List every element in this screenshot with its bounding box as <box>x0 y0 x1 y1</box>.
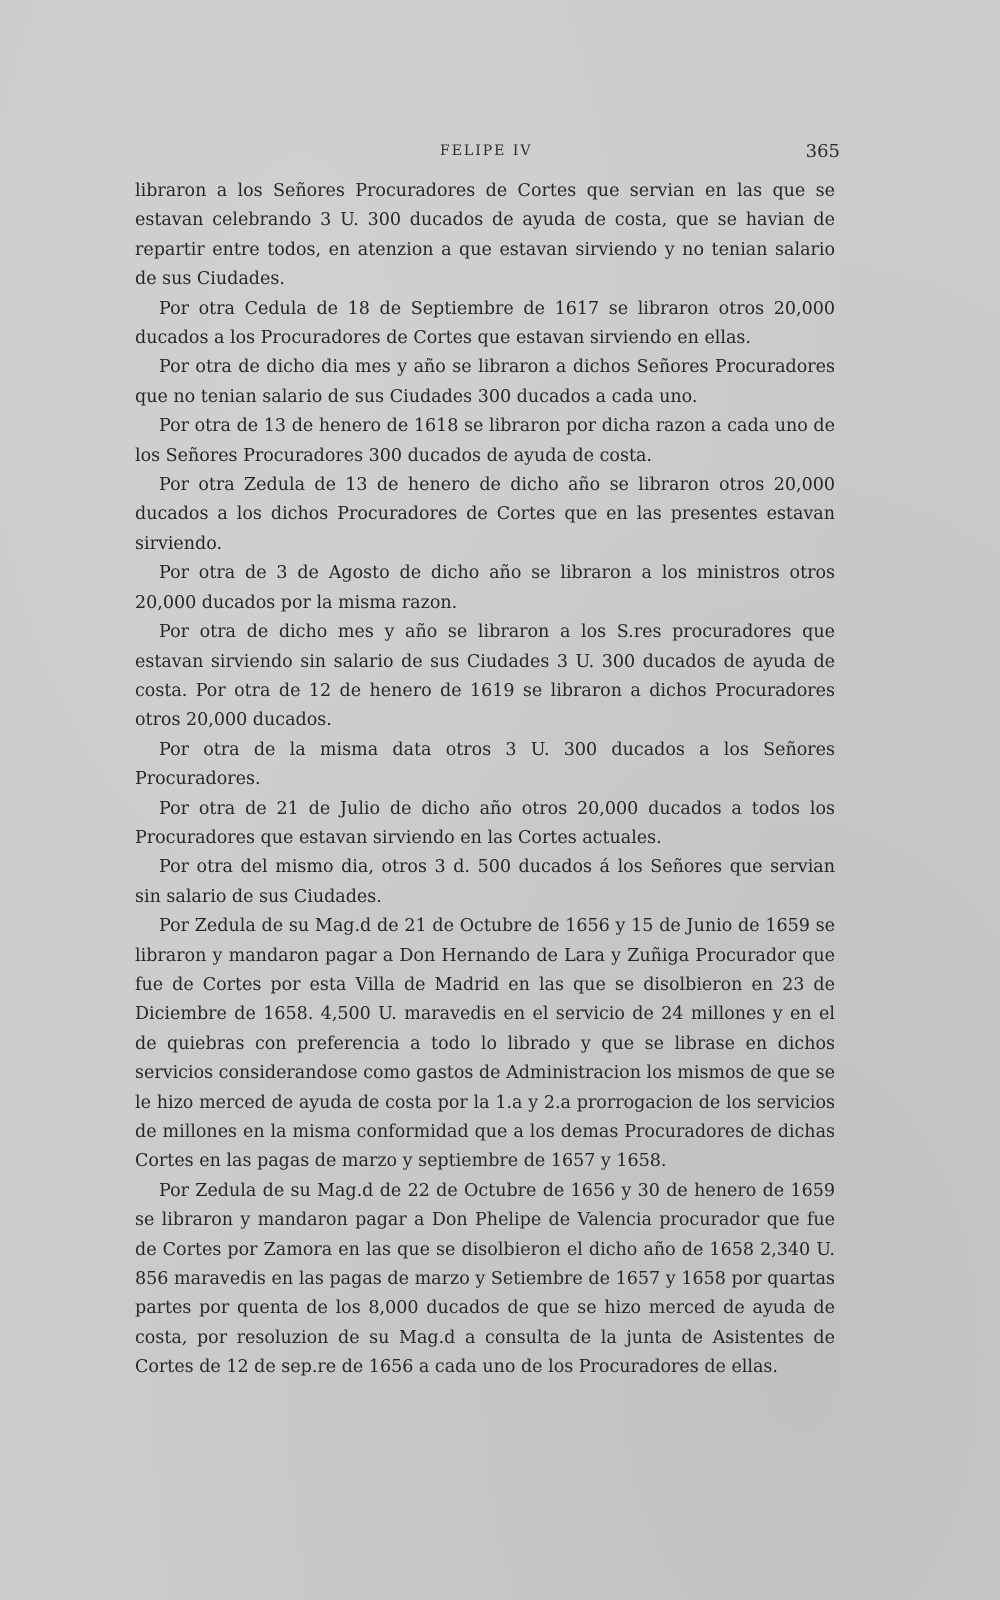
paragraph: Por otra de dicho mes y año se libraron a los S.res procuradores que estavan sirviendo sin salario de sus Ciudades 3 U. 300 ducados de ayuda de costa. Por otra de 12 de henero de 1619 se libraron a dichos Procuradores otros 20,000 ducados. <box>135 622 835 731</box>
paragraph: Por otra Zedula de 13 de henero de dicho año se libraron otros 20,000 ducados a los dichos Procuradores de Cortes que en las presentes estavan sirviendo. <box>135 475 835 554</box>
running-title: FELIPE IV <box>440 143 533 159</box>
paragraph: Por otra Cedula de 18 de Septiembre de 1617 se libraron otros 20,000 ducados a los Procuradores de Cortes que estavan sirviendo en ellas. <box>135 298 835 349</box>
page-number: 365 <box>805 141 840 162</box>
paragraph: Por otra de 13 de henero de 1618 se libraron por dicha razon a cada uno de los Señores Procuradores 300 ducados de ayuda de costa. <box>135 416 835 466</box>
paragraph: Por otra de dicho dia mes y año se libraron a dichos Señores Procuradores que no tenian salario de sus Ciudades 300 ducados a cada uno. <box>135 357 835 407</box>
paragraph: Por Zedula de su Mag.d de 22 de Octubre de 1656 y 30 de henero de 1659 se libraron y mandaron pagar a Don Phelipe de Valencia procurador que fue de Cortes por Zamora en las que se disolbieron el dicho año de 1658 2,340 U. 856 maravedis en las pagas de marzo y Setiembre de 1657 y 1658 por quartas partes por quenta de los 8,000 ducados de que se hizo merced de ayuda de costa, por resoluzion de su Mag.d a consulta de la junta de Asistentes de Cortes de 12 de sep.re de 1656 a cada uno de los Procuradores de ellas. <box>135 1180 835 1378</box>
paragraph: Por Zedula de su Mag.d de 21 de Octubre de 1656 y 15 de Junio de 1659 se libraron y mandaron pagar a Don Hernando de Lara y Zuñiga Procurador que fue de Cortes por esta Villa de Madrid en las que se disolbieron en 23 de Diciembre de 1658. 4,500 U. maravedis en el servicio de 24 millones y en el de quiebras con preferencia a todo lo librado y que se librase en dichos servicios considerandose como gastos de Administracion los mismos de que se le hizo merced de ayuda de costa por la 1.a y 2.a prorrogacion de los servicios de millones en la misma conformidad que a los demas Procuradores de dichas Cortes en las pagas de marzo y septiembre de 1657 y 1658. <box>135 916 835 1172</box>
paragraph: Por otra del mismo dia, otros 3 d. 500 ducados á los Señores que servian sin salario de sus Ciudades. <box>135 857 835 907</box>
paragraph: Por otra de 3 de Agosto de dicho año se libraron a los ministros otros 20,000 ducados por la misma razon. <box>135 563 835 613</box>
running-head <box>135 143 840 167</box>
paragraph: libraron a los Señores Procuradores de Cortes que servian en las que se estavan celebrando 3 U. 300 ducados de ayuda de costa, que se havian de repartir entre todos, en atenzion a que estavan sirviendo y no tenian salario de sus Ciudades. <box>135 181 835 290</box>
paragraph: Por otra de la misma data otros 3 U. 300 ducados a los Señores Procuradores. <box>135 739 835 790</box>
body-text <box>135 177 835 1383</box>
paragraph: Por otra de 21 de Julio de dicho año otros 20,000 ducados a todos los Procuradores que estavan sirviendo en las Cortes actuales. <box>135 798 835 848</box>
